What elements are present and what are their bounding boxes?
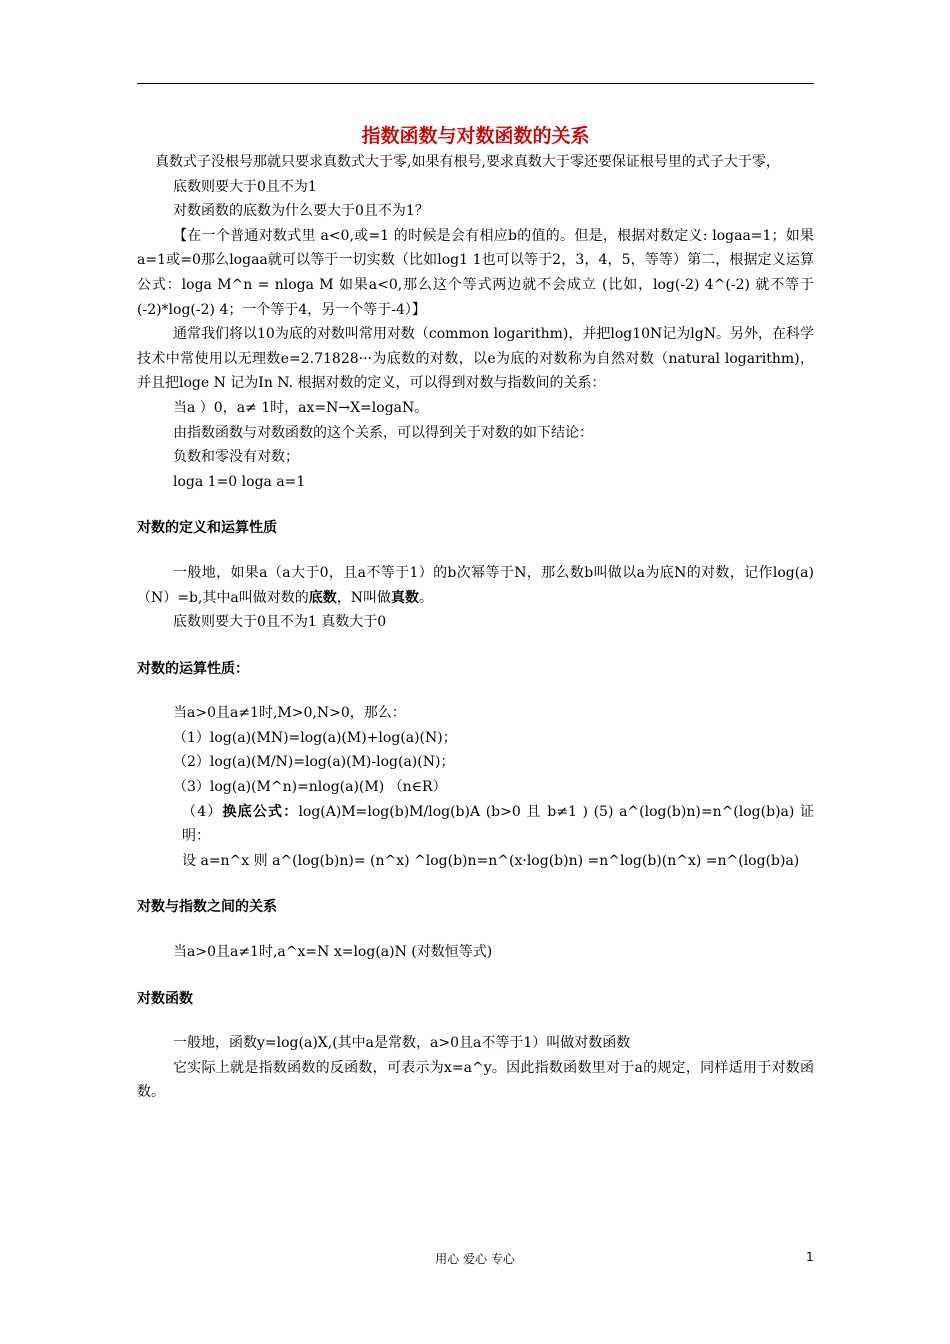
property-proof: 设 a=n^x 则 a^(log(b)n)= (n^x) ^log(b)n=n^(x·log(b)n) =n^log(b)(n^x) =n^(log(b)a) bbox=[182, 852, 800, 869]
property-item-1: （1）log(a)(MN)=log(a)(M)+log(a)(N)； bbox=[173, 729, 457, 746]
definition-text-e: 。 bbox=[419, 589, 433, 606]
definition-condition: 底数则要大于0且不为1 真数大于0 bbox=[173, 614, 387, 631]
log-function-paragraph-2: 它实际上就是指数函数的反函数，可表示为x=a^y。因此指数函数里对于a的规定，同样适用于对数函数。 bbox=[137, 1059, 814, 1101]
document-body bbox=[137, 150, 814, 1105]
property-item-4-prefix: （4） bbox=[182, 803, 223, 820]
intro-paragraph-3: 对数函数的底数为什么要大于0且不为1？ bbox=[173, 203, 429, 220]
definition-term-antilog: 真数 bbox=[391, 589, 419, 606]
property-item-4 bbox=[137, 800, 814, 849]
document-title: 指数函数与对数函数的关系 bbox=[361, 125, 590, 147]
intro-paragraph-2: 底数则要大于0且不为1 bbox=[173, 178, 317, 195]
definition-term-base: 底数 bbox=[308, 589, 337, 606]
intro-paragraph-5: 通常我们将以10为底的对数叫常用对数（common logarithm)，并把log10N记为lgN。另外，在科学技术中常使用以无理数e=2.71828···为底数的对数，以e为底的对数称为自然对数（natural logarithm)，并且把loge N 记为In N. 根据对数的定义，可以得到对数与指数间的关系： bbox=[137, 326, 814, 392]
property-item-4-label: 换底公式： bbox=[222, 803, 299, 820]
intro-paragraph-8: 负数和零没有对数； bbox=[173, 449, 299, 466]
definition-text-a: 一般地，如果a（a大于0，且a不等于1）的b次幂等于N，那么数b叫做以a为底N的对数，记作log(a)（N）=b,其中a叫做对数的 bbox=[137, 564, 814, 606]
intro-paragraph-7: 由指数函数与对数函数的这个关系，可以得到关于对数的如下结论： bbox=[173, 424, 593, 441]
section-heading-log-function: 对数函数 bbox=[137, 990, 193, 1007]
intro-paragraph-9: loga 1=0 loga a=1 bbox=[173, 473, 306, 490]
page-number: 1 bbox=[806, 1250, 814, 1264]
property-item-3: （3）log(a)(M^n)=nlog(a)(M) （n∈R） bbox=[173, 779, 447, 796]
intro-paragraph-1: 真数式子没根号那就只要求真数式大于零,如果有根号,要求真数大于零还要保证根号里的式子大于零， bbox=[155, 154, 780, 170]
relation-paragraph: 当a>0且a≠1时,a^x=N x=log(a)N (对数恒等式) bbox=[173, 944, 493, 961]
intro-paragraph-6: 当a ）0，a≠ 1时，ax=N→X=logaN。 bbox=[173, 399, 429, 416]
property-item-2: （2）log(a)(M/N)=log(a)(M)-log(a)(N)； bbox=[173, 754, 455, 771]
intro-paragraph-4: 【在一个普通对数式里 a<0,或=1 的时候是会有相应b的值的。但是，根据对数定义: logaa=1；如果a=1或=0那么logaa就可以等于一切实数（比如log1 1也可以等于2，3，4，5，等等）第二，根据定义运算公式：loga M^n = nloga M 如果a<0,那么这个等式两边就不会成立 (比如，log(-2) 4^(-2) 就不等于(-2)*log(-2) 4；一个等于4，另一个等于-4）】 bbox=[137, 227, 814, 318]
section-heading-definition: 对数的定义和运算性质 bbox=[137, 520, 277, 537]
properties-lead: 当a>0且a≠1时,M>0,N>0，那么： bbox=[173, 705, 406, 722]
definition-paragraph bbox=[137, 561, 814, 610]
definition-text-c: ，N叫做 bbox=[336, 589, 391, 606]
property-item-4-formula: log(A)M=log(b)M/log(b)A (b>0 且 b≠1 ) (5) a^(log(b)n)=n^(log(b)a) 证明： bbox=[182, 803, 814, 845]
log-function-paragraph-1: 一般地，函数y=log(a)X,(其中a是常数，a>0且a不等于1）叫做对数函数 bbox=[173, 1035, 631, 1052]
footer-motto: 用心 爱心 专心 bbox=[435, 1252, 515, 1266]
header-rule bbox=[137, 83, 814, 84]
section-heading-properties: 对数的运算性质： bbox=[137, 660, 249, 677]
section-heading-relation: 对数与指数之间的关系 bbox=[137, 899, 277, 916]
